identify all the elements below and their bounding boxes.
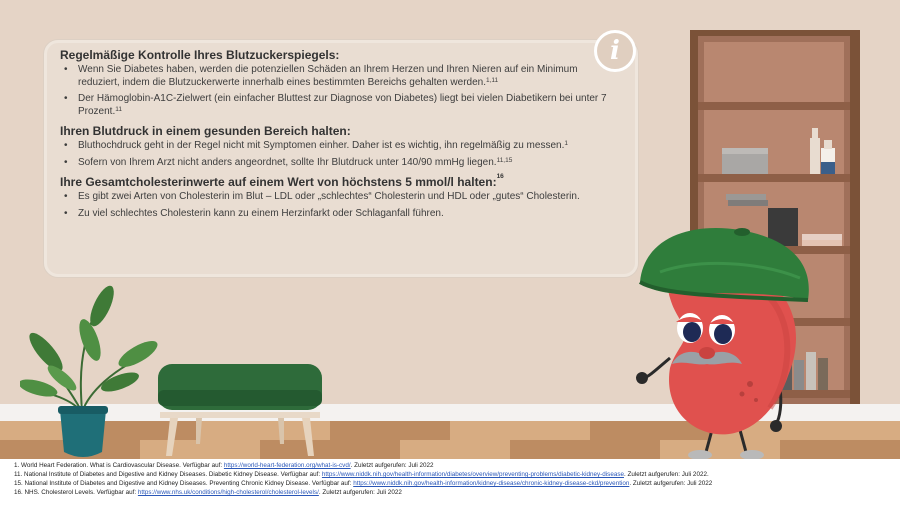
bullet-text: Wenn Sie Diabetes haben, werden die potenziellen Schäden an Ihrem Herzen und Ihren Nieren auf ein Minimum reduziert, indem die Blutzuckerwerte innerhalb eines bestimmten Bereichs gehalten werden. xyxy=(78,64,578,88)
footnote-ref: 16 xyxy=(496,173,504,180)
reference-text: 15. National Institute of Diabetes and Digestive and Kidney Diseases. Preventing Chronic Kidney Disease. Verfügbar auf: xyxy=(14,480,354,487)
reference-link[interactable]: https://www.niddk.nih.gov/health-information/kidney-disease/chronic-kidney-disease-ckd/prevention xyxy=(353,480,630,487)
footnote-ref: 11 xyxy=(115,105,122,113)
bullet-text: Zu viel schlechtes Cholesterin kann zu einem Herzinfarkt oder Schlaganfall führen. xyxy=(78,207,444,219)
references-footer xyxy=(0,459,900,506)
reference-item xyxy=(14,471,709,479)
bullet-text: Es gibt zwei Arten von Cholesterin im Blut – LDL oder „schlechtes“ Cholesterin und HDL oder „gutes“ Cholesterin. xyxy=(78,191,580,202)
list-item xyxy=(60,157,620,170)
list-item xyxy=(60,140,620,153)
section2-list xyxy=(60,140,620,169)
section1-heading: Regelmäßige Kontrolle Ihres Blutzuckerspiegels: xyxy=(60,48,340,62)
list-item xyxy=(60,208,620,221)
reference-text: 1. World Heart Federation. What is Cardiovascular Disease. Verfügbar auf: xyxy=(14,462,224,469)
list-item xyxy=(60,93,620,118)
section3-heading xyxy=(60,175,620,189)
section3-heading-text: Ihre Gesamtcholesterinwerte auf einem Wert von höchstens 5 mmol/l halten: xyxy=(60,175,497,189)
reference-link[interactable]: https://www.nhs.uk/conditions/high-cholesterol/cholesterol-levels/ xyxy=(137,489,319,496)
reference-item xyxy=(14,462,434,470)
reference-suffix: . Zuletzt aufgerufen: Juli 2022 xyxy=(350,462,434,469)
reference-suffix: . Zuletzt aufgerufen: Juli 2022 xyxy=(629,480,713,487)
reference-item xyxy=(14,480,712,488)
reference-item xyxy=(14,489,402,497)
footnote-ref: 1,11 xyxy=(486,76,499,84)
kidney-mascot-illustration xyxy=(630,208,820,464)
reference-suffix: . Zuletzt aufgerufen: Juli 2022 xyxy=(318,489,402,496)
section1-list xyxy=(60,64,620,118)
section2-heading: Ihren Blutdruck in einem gesunden Bereich halten: xyxy=(60,124,351,138)
section3-list xyxy=(60,191,620,220)
potted-plant-illustration xyxy=(20,280,160,462)
bullet-text: Der Hämoglobin-A1C-Zielwert (ein einfacher Bluttest zur Diagnose von Diabetes) liegt bei vielen Diabetikern bei unter 7 Prozent. xyxy=(78,93,607,117)
reference-suffix: . Zuletzt aufgerufen: Juli 2022. xyxy=(623,471,709,478)
list-item xyxy=(60,191,620,204)
info-icon[interactable]: i xyxy=(594,30,636,72)
reference-link[interactable]: https://world-heart-federation.org/what-is-cvd/ xyxy=(223,462,351,469)
green-bench-illustration xyxy=(150,360,330,460)
footnote-ref: 11,15 xyxy=(496,156,513,164)
card-content xyxy=(60,48,620,224)
footnote-ref: 1 xyxy=(564,140,568,147)
bullet-text: Sofern von Ihrem Arzt nicht anders angeordnet, sollte Ihr Blutdruck unter 140/90 mmHg liegen. xyxy=(78,156,497,168)
reference-text: 16. NHS. Cholesterol Levels. Verfügbar auf: xyxy=(14,489,138,496)
reference-link[interactable]: https://www.niddk.nih.gov/health-information/diabetes/overview/preventing-problems/diabetic-kidney-disease xyxy=(321,471,624,478)
list-item xyxy=(60,64,620,89)
reference-text: 11. National Institute of Diabetes and Digestive and Kidney Diseases. Diabetic Kidney Disease. Verfügbar auf: xyxy=(14,471,322,478)
bullet-text: Bluthochdruck geht in der Regel nicht mit Symptomen einher. Daher ist es wichtig, ihn regelmäßig zu messen. xyxy=(78,140,565,151)
